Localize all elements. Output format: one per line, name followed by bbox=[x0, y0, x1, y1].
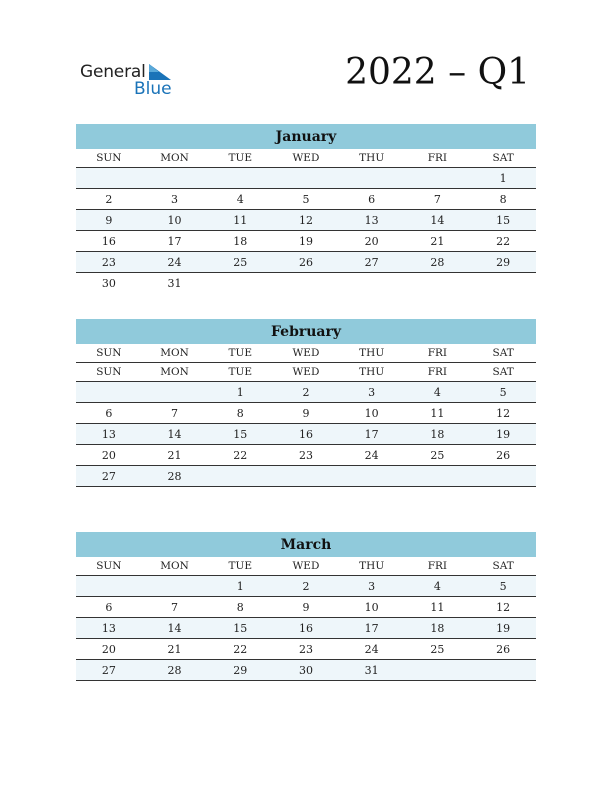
week-row bbox=[76, 403, 536, 424]
month-header: January bbox=[76, 124, 536, 149]
day-header-fri: FRI bbox=[405, 149, 471, 168]
day-cell: 21 bbox=[142, 639, 208, 660]
day-cell: 26 bbox=[273, 252, 339, 273]
day-cell: 19 bbox=[470, 618, 536, 639]
day-cell: 8 bbox=[470, 189, 536, 210]
day-cell: 8 bbox=[207, 597, 273, 618]
day-cell: 22 bbox=[207, 639, 273, 660]
day-cell bbox=[142, 168, 208, 189]
day-cell: 16 bbox=[273, 618, 339, 639]
day-header-tue: TUE bbox=[207, 149, 273, 168]
day-cell bbox=[273, 273, 339, 294]
day-header-row-repeat bbox=[76, 363, 536, 382]
day-cell bbox=[207, 466, 273, 487]
day-cell: 9 bbox=[273, 403, 339, 424]
calendar-table-march bbox=[76, 557, 536, 681]
week-row bbox=[76, 252, 536, 273]
day-header-sun: SUN bbox=[76, 149, 142, 168]
day-cell: 14 bbox=[142, 424, 208, 445]
day-cell: 3 bbox=[339, 576, 405, 597]
week-row bbox=[76, 445, 536, 466]
day-header-row bbox=[76, 344, 536, 363]
week-row bbox=[76, 660, 536, 681]
day-cell: 22 bbox=[470, 231, 536, 252]
day-cell: 19 bbox=[470, 424, 536, 445]
week-row bbox=[76, 576, 536, 597]
day-cell: 17 bbox=[339, 424, 405, 445]
day-cell: 10 bbox=[339, 597, 405, 618]
day-cell: 9 bbox=[273, 597, 339, 618]
day-cell bbox=[405, 466, 471, 487]
day-cell: 6 bbox=[76, 403, 142, 424]
day-cell: 24 bbox=[142, 252, 208, 273]
day-header-tue: TUE bbox=[207, 363, 273, 382]
day-cell: 2 bbox=[273, 382, 339, 403]
day-cell bbox=[207, 168, 273, 189]
day-cell bbox=[339, 273, 405, 294]
day-cell: 14 bbox=[142, 618, 208, 639]
day-cell: 30 bbox=[273, 660, 339, 681]
day-cell bbox=[273, 168, 339, 189]
day-cell: 21 bbox=[142, 445, 208, 466]
week-row bbox=[76, 639, 536, 660]
page-title: 2022 – Q1 bbox=[345, 52, 530, 93]
calendar-table-january bbox=[76, 149, 536, 293]
day-cell: 1 bbox=[207, 382, 273, 403]
day-cell: 13 bbox=[76, 618, 142, 639]
day-header-sat: SAT bbox=[470, 149, 536, 168]
day-cell: 23 bbox=[273, 639, 339, 660]
month-header: March bbox=[76, 532, 536, 557]
day-header-mon: MON bbox=[142, 363, 208, 382]
day-cell: 28 bbox=[405, 252, 471, 273]
day-cell: 21 bbox=[405, 231, 471, 252]
day-cell: 12 bbox=[470, 403, 536, 424]
day-cell: 18 bbox=[207, 231, 273, 252]
day-cell: 15 bbox=[207, 618, 273, 639]
day-cell: 5 bbox=[273, 189, 339, 210]
week-row bbox=[76, 466, 536, 487]
day-header-wed: WED bbox=[273, 557, 339, 576]
day-cell: 28 bbox=[142, 660, 208, 681]
logo-text-general: General bbox=[80, 62, 146, 82]
day-cell: 17 bbox=[339, 618, 405, 639]
day-header-sat: SAT bbox=[470, 344, 536, 363]
day-cell: 20 bbox=[76, 445, 142, 466]
day-cell: 12 bbox=[470, 597, 536, 618]
day-cell: 4 bbox=[207, 189, 273, 210]
day-header-tue: TUE bbox=[207, 557, 273, 576]
day-cell: 2 bbox=[273, 576, 339, 597]
day-cell: 25 bbox=[405, 639, 471, 660]
day-header-thu: THU bbox=[339, 363, 405, 382]
day-cell: 29 bbox=[470, 252, 536, 273]
day-cell: 24 bbox=[339, 445, 405, 466]
day-header-sun: SUN bbox=[76, 344, 142, 363]
day-cell: 28 bbox=[142, 466, 208, 487]
month-march bbox=[76, 532, 536, 681]
day-cell: 22 bbox=[207, 445, 273, 466]
day-cell: 31 bbox=[167, 276, 182, 290]
day-cell: 1 bbox=[207, 576, 273, 597]
day-header-thu: THU bbox=[339, 344, 405, 363]
day-header-fri: FRI bbox=[405, 344, 471, 363]
day-cell: 7 bbox=[405, 189, 471, 210]
day-header-row bbox=[76, 557, 536, 576]
logo bbox=[80, 62, 180, 102]
day-header-tue: TUE bbox=[207, 344, 273, 363]
day-header-mon: MON bbox=[142, 149, 208, 168]
day-cell bbox=[76, 382, 142, 403]
day-header-mon: MON bbox=[142, 344, 208, 363]
day-cell: 15 bbox=[470, 210, 536, 231]
day-cell bbox=[76, 168, 142, 189]
day-cell: 3 bbox=[142, 189, 208, 210]
day-cell: 5 bbox=[470, 382, 536, 403]
day-header-wed: WED bbox=[273, 363, 339, 382]
day-cell bbox=[76, 576, 142, 597]
day-cell: 11 bbox=[405, 597, 471, 618]
day-header-sat: SAT bbox=[470, 557, 536, 576]
day-cell bbox=[405, 273, 471, 294]
day-cell bbox=[207, 273, 273, 294]
day-cell: 8 bbox=[207, 403, 273, 424]
day-cell: 19 bbox=[273, 231, 339, 252]
day-cell: 16 bbox=[273, 424, 339, 445]
day-header-row bbox=[76, 149, 536, 168]
month-header: February bbox=[76, 319, 536, 344]
day-cell bbox=[339, 466, 405, 487]
day-cell: 31 bbox=[339, 660, 405, 681]
month-february bbox=[76, 319, 536, 487]
day-cell: 13 bbox=[339, 210, 405, 231]
week-row bbox=[76, 273, 536, 294]
week-row bbox=[76, 597, 536, 618]
day-cell bbox=[142, 382, 208, 403]
day-header-fri: FRI bbox=[405, 557, 471, 576]
week-row bbox=[76, 382, 536, 403]
day-cell bbox=[142, 576, 208, 597]
day-cell: 26 bbox=[470, 445, 536, 466]
day-cell bbox=[405, 660, 471, 681]
day-cell: 9 bbox=[76, 210, 142, 231]
logo-text-blue: Blue bbox=[134, 79, 172, 99]
day-header-thu: THU bbox=[339, 557, 405, 576]
day-cell bbox=[273, 466, 339, 487]
calendar-table-february bbox=[76, 344, 536, 487]
day-cell: 15 bbox=[207, 424, 273, 445]
day-cell: 7 bbox=[142, 403, 208, 424]
day-cell: 24 bbox=[339, 639, 405, 660]
day-cell: 17 bbox=[142, 231, 208, 252]
day-cell: 10 bbox=[142, 210, 208, 231]
day-cell: 3 bbox=[339, 382, 405, 403]
day-header-fri: FRI bbox=[405, 363, 471, 382]
week-row bbox=[76, 231, 536, 252]
day-cell bbox=[470, 660, 536, 681]
day-cell bbox=[470, 273, 536, 294]
day-header-sun: SUN bbox=[76, 363, 142, 382]
day-cell: 16 bbox=[76, 231, 142, 252]
day-cell bbox=[339, 168, 405, 189]
day-cell: 5 bbox=[470, 576, 536, 597]
day-cell: 13 bbox=[76, 424, 142, 445]
day-cell: 23 bbox=[273, 445, 339, 466]
day-cell: 30 bbox=[101, 276, 116, 290]
week-row bbox=[76, 168, 536, 189]
day-header-wed: WED bbox=[273, 149, 339, 168]
day-cell: 11 bbox=[207, 210, 273, 231]
day-header-thu: THU bbox=[339, 149, 405, 168]
day-cell: 26 bbox=[470, 639, 536, 660]
day-header-mon: MON bbox=[142, 557, 208, 576]
day-cell: 29 bbox=[207, 660, 273, 681]
day-header-sun: SUN bbox=[76, 557, 142, 576]
month-january bbox=[76, 124, 536, 293]
week-row bbox=[76, 424, 536, 445]
day-cell: 4 bbox=[405, 382, 471, 403]
day-cell: 6 bbox=[76, 597, 142, 618]
day-cell: 14 bbox=[405, 210, 471, 231]
day-header-wed: WED bbox=[273, 344, 339, 363]
day-cell: 27 bbox=[339, 252, 405, 273]
day-cell: 18 bbox=[405, 618, 471, 639]
day-cell: 1 bbox=[470, 168, 536, 189]
day-header-sat: SAT bbox=[470, 363, 536, 382]
day-cell: 23 bbox=[76, 252, 142, 273]
day-cell: 27 bbox=[76, 660, 142, 681]
day-cell: 6 bbox=[339, 189, 405, 210]
day-cell: 10 bbox=[339, 403, 405, 424]
day-cell: 20 bbox=[76, 639, 142, 660]
day-cell: 27 bbox=[76, 466, 142, 487]
day-cell: 11 bbox=[405, 403, 471, 424]
week-row bbox=[76, 189, 536, 210]
day-cell: 12 bbox=[273, 210, 339, 231]
week-row bbox=[76, 618, 536, 639]
day-cell: 20 bbox=[339, 231, 405, 252]
day-cell: 2 bbox=[76, 189, 142, 210]
day-cell: 25 bbox=[207, 252, 273, 273]
day-cell bbox=[470, 466, 536, 487]
day-cell: 7 bbox=[142, 597, 208, 618]
week-row bbox=[76, 210, 536, 231]
day-cell bbox=[405, 168, 471, 189]
day-cell: 18 bbox=[405, 424, 471, 445]
day-cell: 4 bbox=[405, 576, 471, 597]
day-cell: 25 bbox=[405, 445, 471, 466]
